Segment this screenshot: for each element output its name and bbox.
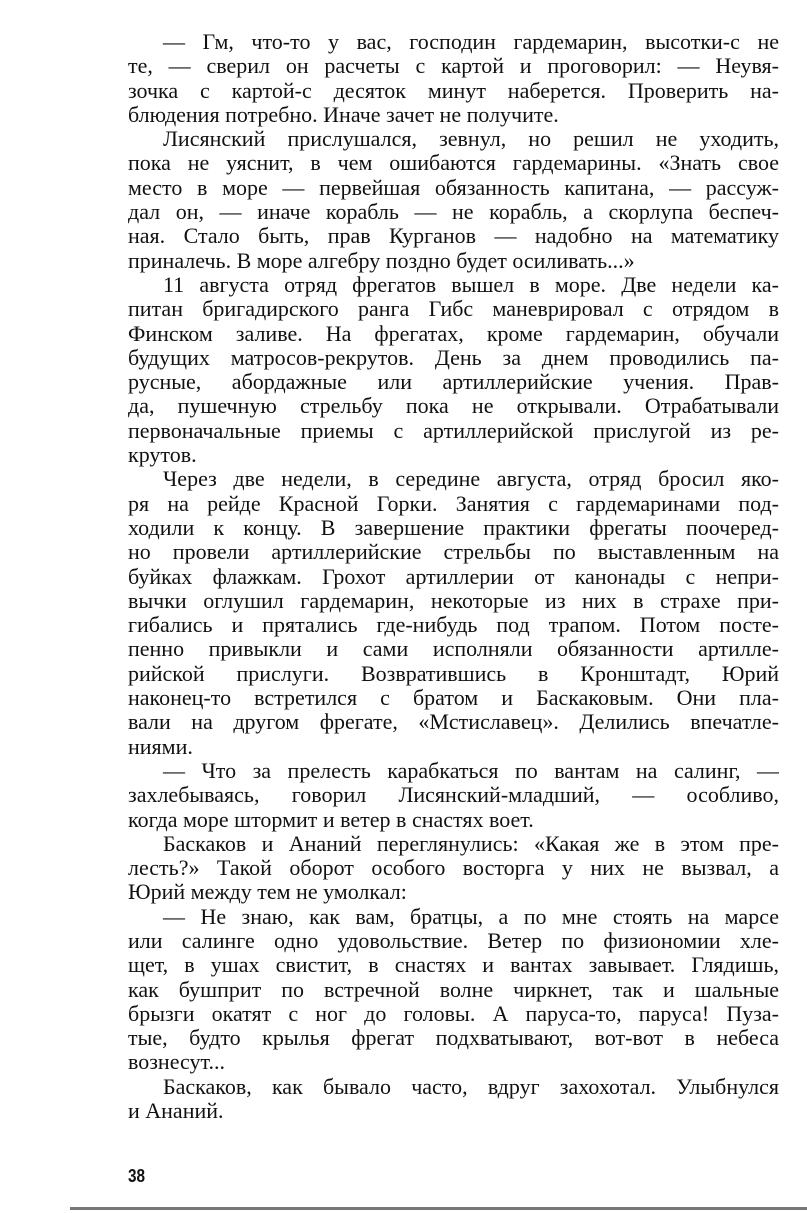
text-line: вознесут... — [128, 1050, 225, 1075]
text-line: приналечь. В море алгебру поздно будет осиливать...» — [128, 248, 635, 273]
paragraph — [128, 759, 779, 832]
text-line: русные, абордажные или артиллерийские учения. Прав- — [128, 370, 779, 395]
text-line: Через две недели, в середине августа, отряд бросил яко- — [163, 467, 779, 492]
text-line: захлебываясь, говорил Лисянский-младший, — особливо, — [128, 783, 779, 808]
text-line: гибались и прятались где-нибудь под трапом. Потом посте- — [128, 613, 779, 638]
paragraph — [128, 832, 779, 905]
page-number: 38 — [128, 1166, 146, 1186]
scan-edge-divider — [70, 1207, 807, 1210]
text-line: Лисянский прислушался, зевнул, но решил не уходить, — [163, 127, 779, 152]
text-line: зочка с картой-с десяток минут наберется. Проверить на- — [128, 78, 779, 103]
paragraph — [128, 905, 779, 1075]
text-line: ходили к концу. В завершение практики фрегаты поочеред- — [128, 515, 779, 540]
text-line: блюдения потребно. Иначе зачет не получите. — [128, 102, 559, 127]
text-line: буйках флажкам. Грохот артиллерии от канонады с непри- — [128, 564, 779, 589]
text-line: Юрий между тем не умолкал: — [128, 880, 407, 905]
text-line: первоначальные приемы с артиллерийской прислугой из ре- — [128, 418, 779, 443]
text-line: да, пушечную стрельбу пока не открывали. Отрабатывали — [128, 394, 779, 419]
text-line: крутов. — [128, 443, 197, 468]
paragraph — [128, 1075, 779, 1124]
text-line: Баскаков и Ананий переглянулись: «Какая же в этом пре- — [163, 831, 779, 856]
text-line: брызги окатят с ног до головы. А паруса-то, паруса! Пуза- — [128, 1001, 779, 1026]
book-page-text — [128, 30, 779, 1123]
text-line: пока не уяснит, в чем ошибаются гардемарины. «Знать свое — [128, 151, 779, 176]
text-line: пенно привыкли и сами исполняли обязанности артилле- — [128, 637, 779, 662]
text-line: или салинге одно удовольствие. Ветер по физиономии хле- — [128, 928, 779, 953]
text-line: Финском заливе. На фрегатах, кроме гардемарин, обучали — [128, 321, 779, 346]
text-line: когда море штормит и ветер в снастях воет. — [128, 807, 534, 832]
paragraph — [128, 30, 779, 127]
text-line: наконец-то встретился с братом и Баскаковым. Они пла- — [128, 686, 779, 711]
paragraph — [128, 467, 779, 759]
text-line: питан бригадирского ранга Гибс маневрировал с отрядом в — [128, 297, 779, 322]
text-line: щет, в ушах свистит, в снастях и вантах завывает. Глядишь, — [128, 953, 779, 978]
text-line: дал он, — иначе корабль — не корабль, а скорлупа беспеч- — [128, 200, 779, 225]
text-line: и Ананий. — [128, 1099, 224, 1124]
text-line: рийской прислуги. Возвратившись в Кронштадт, Юрий — [128, 661, 779, 686]
text-line: лесть?» Такой оборот особого восторга у них не вызвал, а — [128, 856, 779, 881]
text-line: Баскаков, как бывало часто, вдруг захохотал. Улыбнулся — [163, 1074, 779, 1099]
text-line: место в море — первейшая обязанность капитана, — рассуж- — [128, 175, 779, 200]
text-line: ная. Стало быть, прав Курганов — надобно на математику — [128, 224, 779, 249]
text-line: — Не знаю, как вам, братцы, а по мне стоять на марсе — [163, 904, 779, 929]
text-line: но провели артиллерийские стрельбы по выставленным на — [128, 540, 779, 565]
text-line: ниями. — [128, 734, 193, 759]
text-line: как бушприт по встречной волне чиркнет, так и шальные — [128, 977, 779, 1002]
text-line: — Гм, что-то у вас, господин гардемарин, высотки-с не — [163, 30, 779, 54]
text-line: те, — сверил он расчеты с картой и проговорил: — Неувя- — [128, 54, 779, 79]
paragraph — [128, 127, 779, 273]
text-line: тые, будто крылья фрегат подхватывают, вот-вот в небеса — [128, 1026, 779, 1051]
text-line: будущих матросов-рекрутов. День за днем проводились па- — [128, 345, 779, 370]
text-line: 11 августа отряд фрегатов вышел в море. Две недели ка- — [163, 272, 779, 297]
text-line: ря на рейде Красной Горки. Занятия с гардемаринами под- — [128, 491, 779, 516]
text-line: — Что за прелесть карабкаться по вантам на салинг, — — [163, 758, 779, 783]
paragraph — [128, 273, 779, 467]
text-line: вали на другом фрегате, «Мстиславец». Делились впечатле- — [128, 710, 779, 735]
text-line: вычки оглушил гардемарин, некоторые из них в страхе при- — [128, 588, 779, 613]
